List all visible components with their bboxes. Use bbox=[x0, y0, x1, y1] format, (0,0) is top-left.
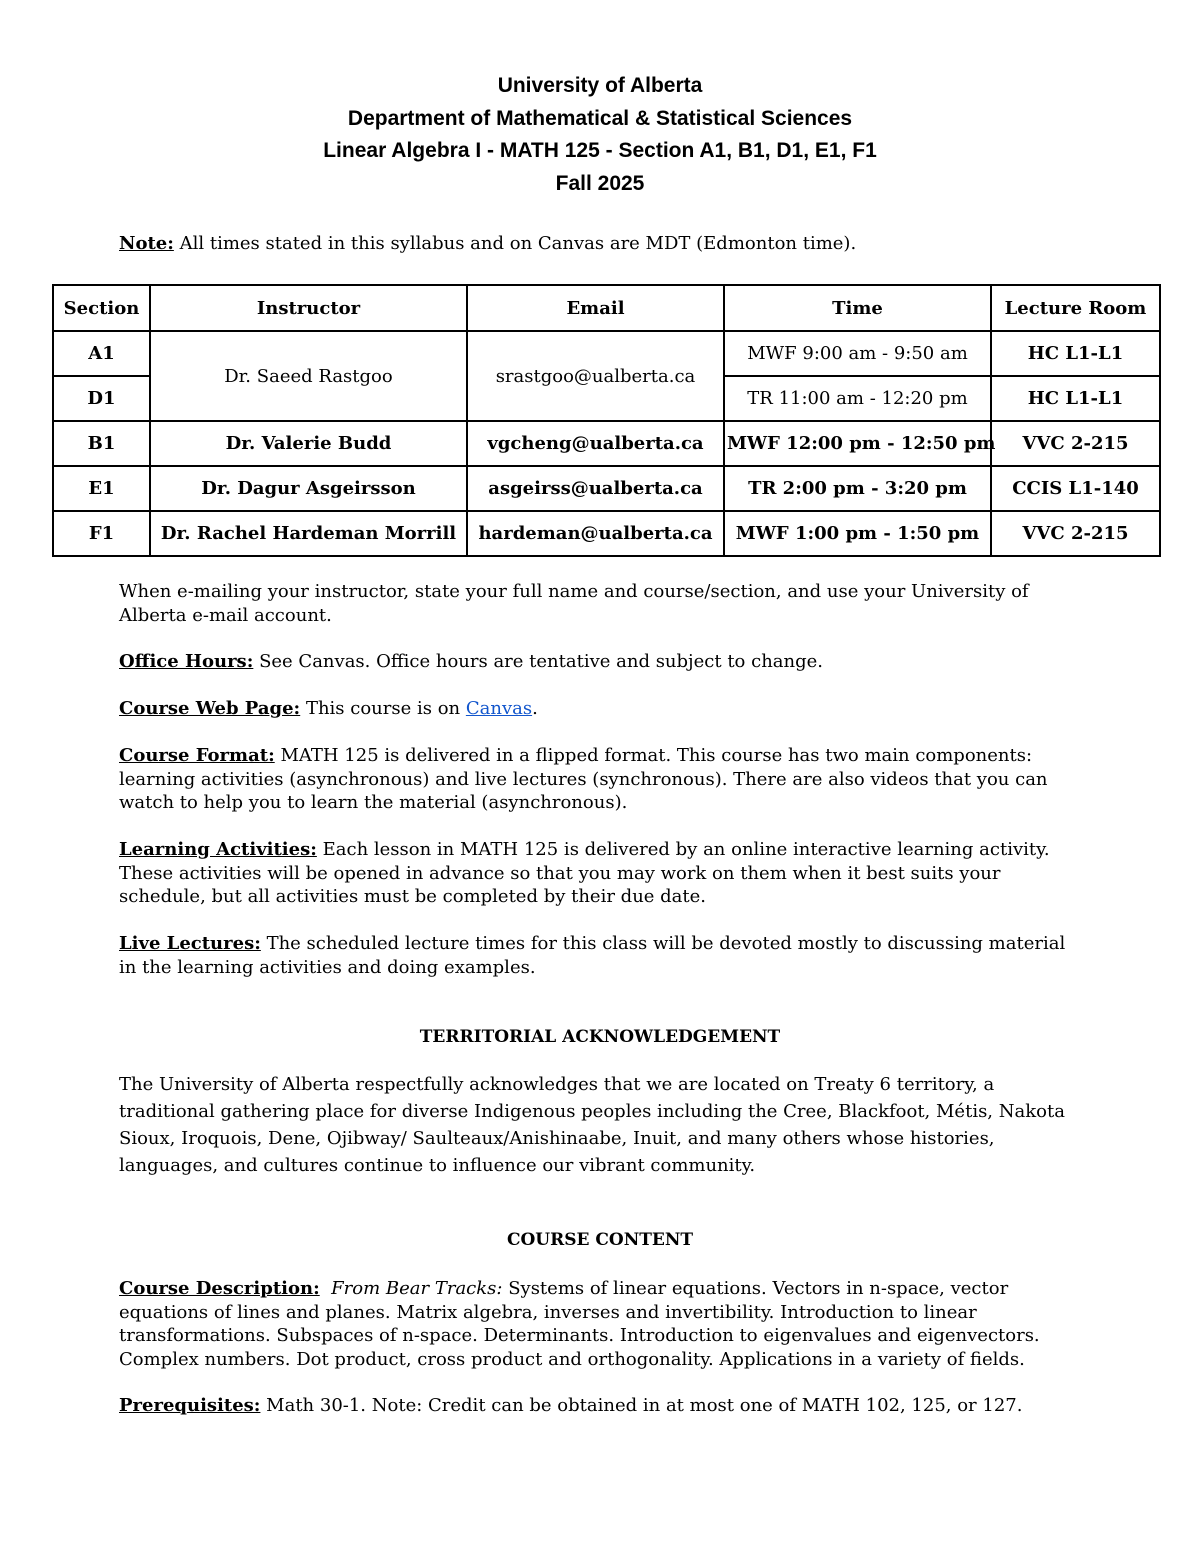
live-lectures bbox=[119, 932, 1079, 979]
territorial-acknowledgement: The University of Alberta respectfully acknowledges that we are located on Treaty 6 territory, a traditional gathering place for diverse Indigenous peoples including the Cree, Blackfoot, Métis, Nakota Sioux, Iroquois, Dene, Ojibway/ Saulteaux/Anishinaabe, Inuit, and many others whose histories, languages, and cultures continue to influence our vibrant community. bbox=[119, 1074, 1065, 1176]
note-text: All times stated in this syllabus and on Canvas are MDT (Edmonton time). bbox=[173, 233, 857, 254]
university-name: University of Alberta bbox=[497, 74, 703, 97]
format-label: Course Format: bbox=[119, 745, 275, 766]
time-cell: TR 11:00 am - 12:20 pm bbox=[724, 376, 991, 421]
web-page-label: Course Web Page: bbox=[119, 698, 301, 719]
prereq-label: Prerequisites: bbox=[119, 1395, 261, 1416]
room-cell: VVC 2-215 bbox=[991, 421, 1160, 466]
email-cell: hardeman@ualberta.ca bbox=[467, 511, 724, 556]
time-cell: MWF 9:00 am - 9:50 am bbox=[724, 331, 991, 376]
lectures-text: The scheduled lecture times for this class will be devoted mostly to discussing material in the learning activities and doing examples. bbox=[119, 933, 1066, 978]
col-header-time: Time bbox=[724, 285, 991, 331]
col-header-section: Section bbox=[53, 285, 150, 331]
room-cell: CCIS L1-140 bbox=[991, 466, 1160, 511]
section-cell: F1 bbox=[53, 511, 150, 556]
format-text: MATH 125 is delivered in a flipped format. This course has two main components: learning activities (asynchronous) and live lectures (synchronous). There are also videos that you can watch to help you to learn the material (asynchronous). bbox=[119, 745, 1048, 813]
office-hours bbox=[119, 650, 1079, 674]
office-hours-label: Office Hours: bbox=[119, 651, 254, 672]
email-cell: vgcheng@ualberta.ca bbox=[467, 421, 724, 466]
course-format bbox=[119, 744, 1079, 815]
document-header bbox=[0, 70, 1200, 200]
time-cell: TR 2:00 pm - 3:20 pm bbox=[724, 466, 991, 511]
col-header-email: Email bbox=[467, 285, 724, 331]
time-cell: MWF 1:00 pm - 1:50 pm bbox=[724, 511, 991, 556]
web-page-text: This course is on bbox=[300, 698, 466, 719]
course-title: Linear Algebra I - MATH 125 - Section A1, B1, D1, E1, F1 bbox=[323, 139, 877, 162]
description-text: Systems of linear equations. Vectors in n-space, vector equations of lines and planes. Matrix algebra, inverses and invertibility. Introduction to linear transformations. Subspaces of n-space. Determinants. Introduction to eigenvalues and eigenvectors. Complex numbers. Dot product, cross product and orthogonality. Applications in a variety of fields. bbox=[119, 1278, 1040, 1370]
section-cell: B1 bbox=[53, 421, 150, 466]
description-label: Course Description: bbox=[119, 1278, 320, 1299]
instructor-cell: Dr. Valerie Budd bbox=[150, 421, 467, 466]
description-source: From Bear Tracks: bbox=[331, 1278, 503, 1299]
lectures-label: Live Lectures: bbox=[119, 933, 261, 954]
office-hours-text: See Canvas. Office hours are tentative and subject to change. bbox=[253, 651, 824, 672]
time-note bbox=[119, 232, 1079, 256]
activities-label: Learning Activities: bbox=[119, 839, 317, 860]
room-cell: HC L1-L1 bbox=[991, 376, 1160, 421]
instructor-cell: Dr. Saeed Rastgoo bbox=[150, 331, 467, 421]
web-page-end: . bbox=[532, 698, 538, 719]
table-header-row bbox=[53, 285, 1160, 331]
term: Fall 2025 bbox=[555, 171, 645, 195]
prerequisites bbox=[119, 1394, 1079, 1418]
canvas-link[interactable]: Canvas bbox=[465, 698, 533, 719]
course-description bbox=[119, 1277, 1079, 1371]
section-cell: D1 bbox=[53, 376, 150, 421]
table-row bbox=[53, 421, 1160, 466]
time-cell: MWF 12:00 pm - 12:50 pm bbox=[724, 421, 991, 466]
room-cell: HC L1-L1 bbox=[991, 331, 1160, 376]
section-cell: A1 bbox=[53, 331, 150, 376]
email-cell: asgeirss@ualberta.ca bbox=[467, 466, 724, 511]
room-cell: VVC 2-215 bbox=[991, 511, 1160, 556]
course-content-title: COURSE CONTENT bbox=[506, 1230, 694, 1250]
prereq-text: Math 30-1. Note: Credit can be obtained in at most one of MATH 102, 125, or 127. bbox=[260, 1395, 1023, 1416]
territorial-title: TERRITORIAL ACKNOWLEDGEMENT bbox=[419, 1027, 781, 1047]
col-header-room: Lecture Room bbox=[991, 285, 1160, 331]
department-name: Department of Mathematical & Statistical Sciences bbox=[347, 106, 853, 130]
section-cell: E1 bbox=[53, 466, 150, 511]
instructor-cell: Dr. Dagur Asgeirsson bbox=[150, 466, 467, 511]
section-schedule-table bbox=[52, 284, 1161, 557]
email-cell: srastgoo@ualberta.ca bbox=[467, 331, 724, 421]
instructor-cell: Dr. Rachel Hardeman Morrill bbox=[150, 511, 467, 556]
table-row bbox=[53, 511, 1160, 556]
note-label: Note: bbox=[119, 233, 174, 254]
table-row bbox=[53, 466, 1160, 511]
learning-activities bbox=[119, 838, 1079, 909]
activities-text: Each lesson in MATH 125 is delivered by an online interactive learning activity. These activities will be opened in advance so that you may work on them when it best suits your schedule, but all activities must be completed by their due date. bbox=[119, 839, 1050, 907]
course-web-page bbox=[119, 697, 1079, 721]
email-instructions: When e-mailing your instructor, state your full name and course/section, and use your University of Alberta e-mail account. bbox=[119, 581, 1029, 626]
col-header-instructor: Instructor bbox=[150, 285, 467, 331]
table-row bbox=[53, 331, 1160, 376]
